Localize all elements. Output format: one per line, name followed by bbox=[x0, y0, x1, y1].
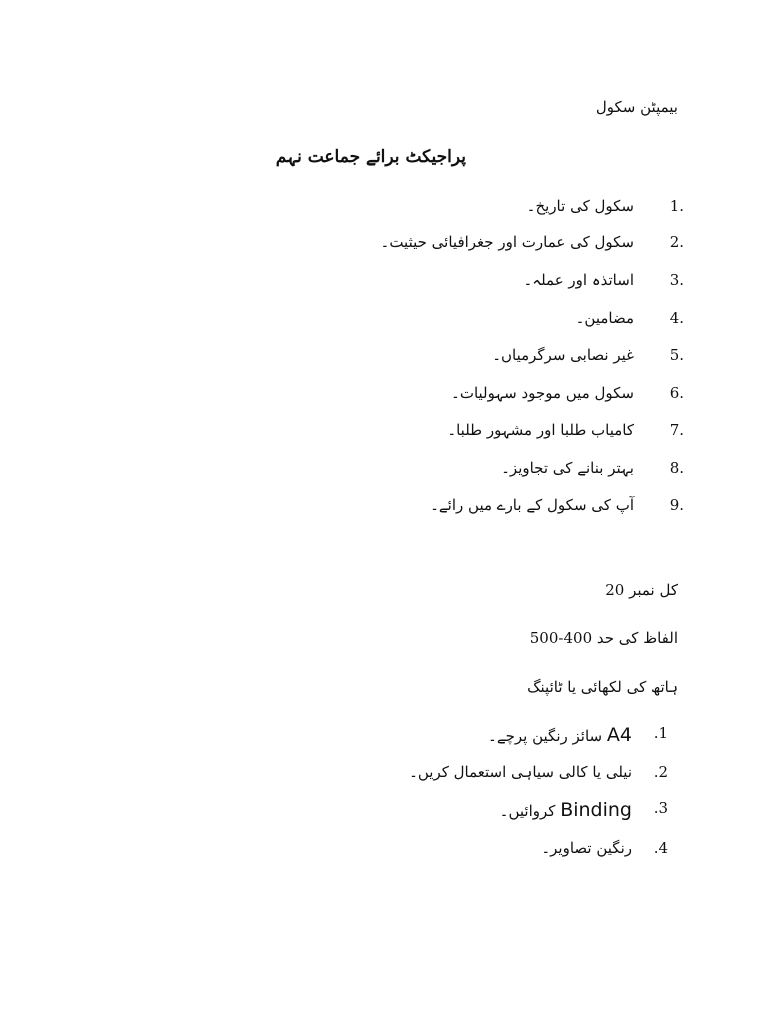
item-number: 1. bbox=[669, 197, 684, 215]
list-item bbox=[408, 724, 668, 748]
list-item bbox=[354, 421, 684, 445]
item-text: مضامین۔ bbox=[575, 309, 634, 327]
item-number: 6. bbox=[669, 384, 684, 402]
writing-mode: ہاتھ کی لکھائی یا ٹائپنگ bbox=[527, 678, 678, 696]
list-item bbox=[354, 197, 684, 221]
total-marks: کل نمبر 20 bbox=[605, 581, 678, 599]
list-item bbox=[408, 799, 668, 823]
item-text: کامیاب طلبا اور مشہور طلبا۔ bbox=[447, 421, 634, 439]
item-text: سکول میں موجود سہولیات۔ bbox=[451, 384, 634, 402]
item-latin-term: Binding bbox=[560, 799, 632, 821]
item-number: .3 bbox=[653, 799, 668, 817]
item-number: .4 bbox=[653, 839, 668, 857]
item-text: سکول کی عمارت اور جغرافیائی حیثیت۔ bbox=[380, 233, 634, 251]
item-text: A4 سائز رنگین پرچے۔ bbox=[488, 724, 632, 746]
list-item bbox=[354, 233, 684, 257]
item-text: رنگین تصاویر۔ bbox=[541, 839, 632, 857]
list-item bbox=[354, 496, 684, 520]
list-item bbox=[354, 271, 684, 295]
list-item bbox=[408, 763, 668, 787]
item-number: 4. bbox=[669, 309, 684, 327]
list-item bbox=[354, 384, 684, 408]
item-number: 9. bbox=[669, 496, 684, 514]
item-number: .1 bbox=[653, 724, 668, 742]
item-text: Binding کروائیں۔ bbox=[499, 799, 632, 821]
school-name: بیمپٹن سکول bbox=[595, 98, 678, 116]
item-text: بہتر بنانے کی تجاویز۔ bbox=[501, 459, 634, 477]
item-text: غیر نصابی سرگرمیاں۔ bbox=[492, 346, 634, 364]
item-text: آپ کی سکول کے بارے میں رائے۔ bbox=[430, 496, 634, 514]
item-number: 2. bbox=[669, 233, 684, 251]
item-number: .2 bbox=[653, 763, 668, 781]
list-item bbox=[408, 839, 668, 863]
item-number: 3. bbox=[669, 271, 684, 289]
item-text: نیلی یا کالی سیاہی استعمال کریں۔ bbox=[409, 763, 632, 781]
item-latin-term: A4 bbox=[606, 724, 632, 746]
item-number: 8. bbox=[669, 459, 684, 477]
list-item bbox=[354, 459, 684, 483]
list-item bbox=[354, 346, 684, 370]
project-title: پراجیکٹ برائے جماعت نہم bbox=[275, 147, 466, 167]
item-text: سکول کی تاریخ۔ bbox=[526, 197, 634, 215]
item-text: اساتذہ اور عملہ۔ bbox=[523, 271, 634, 289]
word-limit: الفاظ کی حد 400-500 bbox=[529, 629, 678, 647]
item-number: 5. bbox=[669, 346, 684, 364]
list-item bbox=[354, 309, 684, 333]
item-number: 7. bbox=[669, 421, 684, 439]
